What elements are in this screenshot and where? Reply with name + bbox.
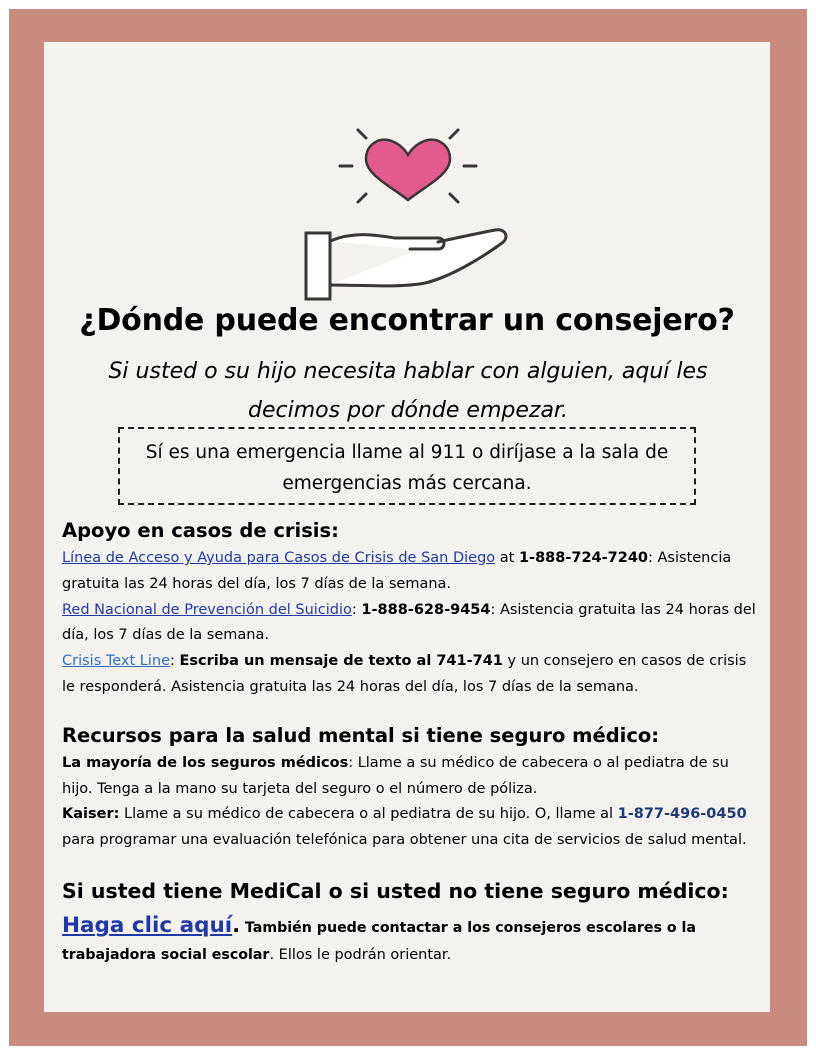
crisis-item-san-diego	[62, 546, 762, 598]
medical-heading: Si usted tiene MediCal o si usted no tiene seguro médico:	[62, 878, 729, 903]
text-line-sep: :	[170, 653, 180, 670]
heart-in-hand-icon	[300, 125, 515, 305]
emergency-text: Sí es una emergencia llame al 911 o diríjase a la sala de emergencias más cercana.	[145, 442, 669, 494]
insured-item-kaiser	[62, 802, 762, 854]
page-subtitle: Si usted o su hijo necesita hablar con alguien, aquí les decimos por dónde empezar.	[108, 359, 708, 423]
crisis-item-text-line	[62, 649, 762, 701]
suicide-prevention-desc: : Asistencia gratuita las 24 horas del día, los 7 días de la semana.	[62, 601, 756, 644]
medical-section	[62, 874, 762, 969]
suicide-prevention-phone: 1-888-628-9454	[361, 601, 491, 618]
suicide-prevention-link[interactable]: Red Nacional de Prevención del Suicidio	[62, 601, 352, 618]
medical-desc: . Ellos le podrán orientar.	[269, 946, 452, 963]
san-diego-crisis-link[interactable]: Línea de Acceso y Ayuda para Casos de Crisis de San Diego	[62, 550, 496, 566]
insured-heading: Recursos para la salud mental si tiene seguro médico:	[62, 723, 660, 747]
text-line-instruction: Escriba un mensaje de texto al 741-741	[179, 653, 503, 670]
kaiser-label: Kaiser:	[62, 806, 120, 823]
main-content	[62, 516, 762, 969]
kaiser-desc-2: para programar una evaluación telefónica para obtener una cita de servicios de salud mental.	[62, 832, 747, 849]
medical-period: .	[232, 912, 240, 937]
crisis-text-line-link[interactable]: Crisis Text Line	[62, 653, 171, 670]
san-diego-desc: : Asistencia gratuita las 24 horas del día, los 7 días de la semana.	[62, 550, 732, 592]
general-insurance-desc: : Llame a su médico de cabecera o al pediatra de su hijo. Tenga a la mano su tarjeta del seguro o el número de póliza.	[62, 754, 729, 797]
kaiser-desc: Llame a su médico de cabecera o al pediatra de su hijo. O, llame al	[119, 806, 618, 823]
kaiser-phone: 1-877-496-0450	[617, 806, 747, 823]
school-counselor-text: También puede contactar a los consejeros escolares o la trabajadora social escolar	[62, 919, 696, 963]
emergency-notice	[118, 427, 696, 505]
general-insurance-label: La mayoría de los seguros médicos	[62, 754, 349, 771]
suicide-sep: :	[351, 601, 362, 618]
page-title: ¿Dónde puede encontrar un consejero?	[79, 303, 735, 338]
at-text: at	[495, 550, 519, 566]
san-diego-phone: 1-888-724-7240	[518, 550, 649, 566]
text-line-desc: y un consejero en casos de crisis le responderá. Asistencia gratuita las 24 horas del día, los 7 días de la semana.	[62, 653, 747, 695]
crisis-item-suicide-prevention	[62, 598, 762, 650]
crisis-heading: Apoyo en casos de crisis:	[62, 519, 339, 542]
insured-item-general	[62, 751, 762, 803]
haga-clic-link[interactable]: Haga clic aquí	[62, 912, 233, 938]
